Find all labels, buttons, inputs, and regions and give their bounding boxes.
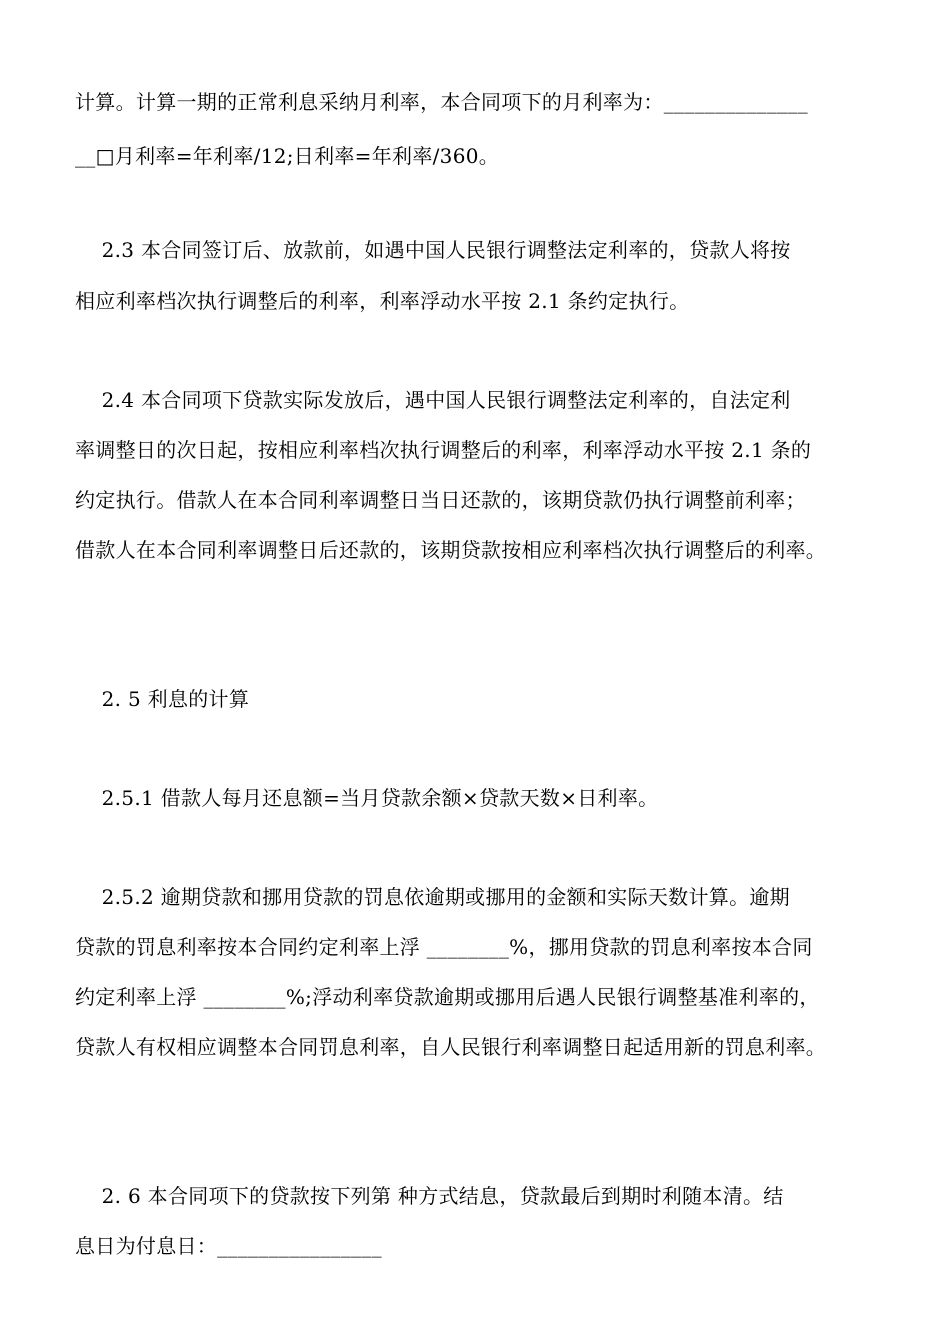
text-line-11: 2.5.2 逾期贷款和挪用贷款的罚息依逾期或挪用的金额和实际天数计算。逾期 — [75, 885, 790, 909]
text-line-3: 2.3 本合同签订后、放款前，如遇中国人民银行调整法定利率的，贷款人将按 — [75, 238, 791, 262]
text-line-12: 贷款的罚息利率按本合同约定利率上浮 ________%，挪用贷款的罚息利率按本合同 — [75, 935, 813, 959]
text-line-15: 2. 6 本合同项下的贷款按下列第 种方式结息，贷款最后到期时利随本清。结 — [75, 1184, 784, 1208]
text-line-5: 2.4 本合同项下贷款实际发放后，遇中国人民银行调整法定利率的，自法定利 — [75, 388, 791, 412]
text-line-14: 贷款人有权相应调整本合同罚息利率，自人民银行利率调整日起适用新的罚息利率。 — [75, 1035, 827, 1059]
text-line-13: 约定利率上浮 ________%;浮动利率贷款逾期或挪用后遇人民银行调整基准利率的， — [75, 985, 820, 1009]
text-line-6: 率调整日的次日起，按相应利率档次执行调整后的利率，利率浮动水平按 2.1 条的 — [75, 438, 812, 462]
text-line-7: 约定执行。借款人在本合同利率调整日当日还款的，该期贷款仍执行调整前利率； — [75, 488, 806, 512]
text-line-4: 相应利率档次执行调整后的利率，利率浮动水平按 2.1 条约定执行。 — [75, 289, 690, 313]
text-line-2: __□月利率=年利率/12;日利率=年利率/360。 — [75, 144, 500, 168]
text-line-8: 借款人在本合同利率调整日后还款的，该期贷款按相应利率档次执行调整后的利率。 — [75, 538, 827, 562]
section-heading: 2. 5 利息的计算 — [75, 687, 250, 711]
text-line-1: 计算。计算一期的正常利息采纳月利率，本合同项下的月利率为：______________ — [75, 90, 808, 114]
text-line-16: 息日为付息日：________________ — [75, 1234, 382, 1258]
text-line-10: 2.5.1 借款人每月还息额=当月贷款余额×贷款天数×日利率。 — [75, 786, 659, 810]
